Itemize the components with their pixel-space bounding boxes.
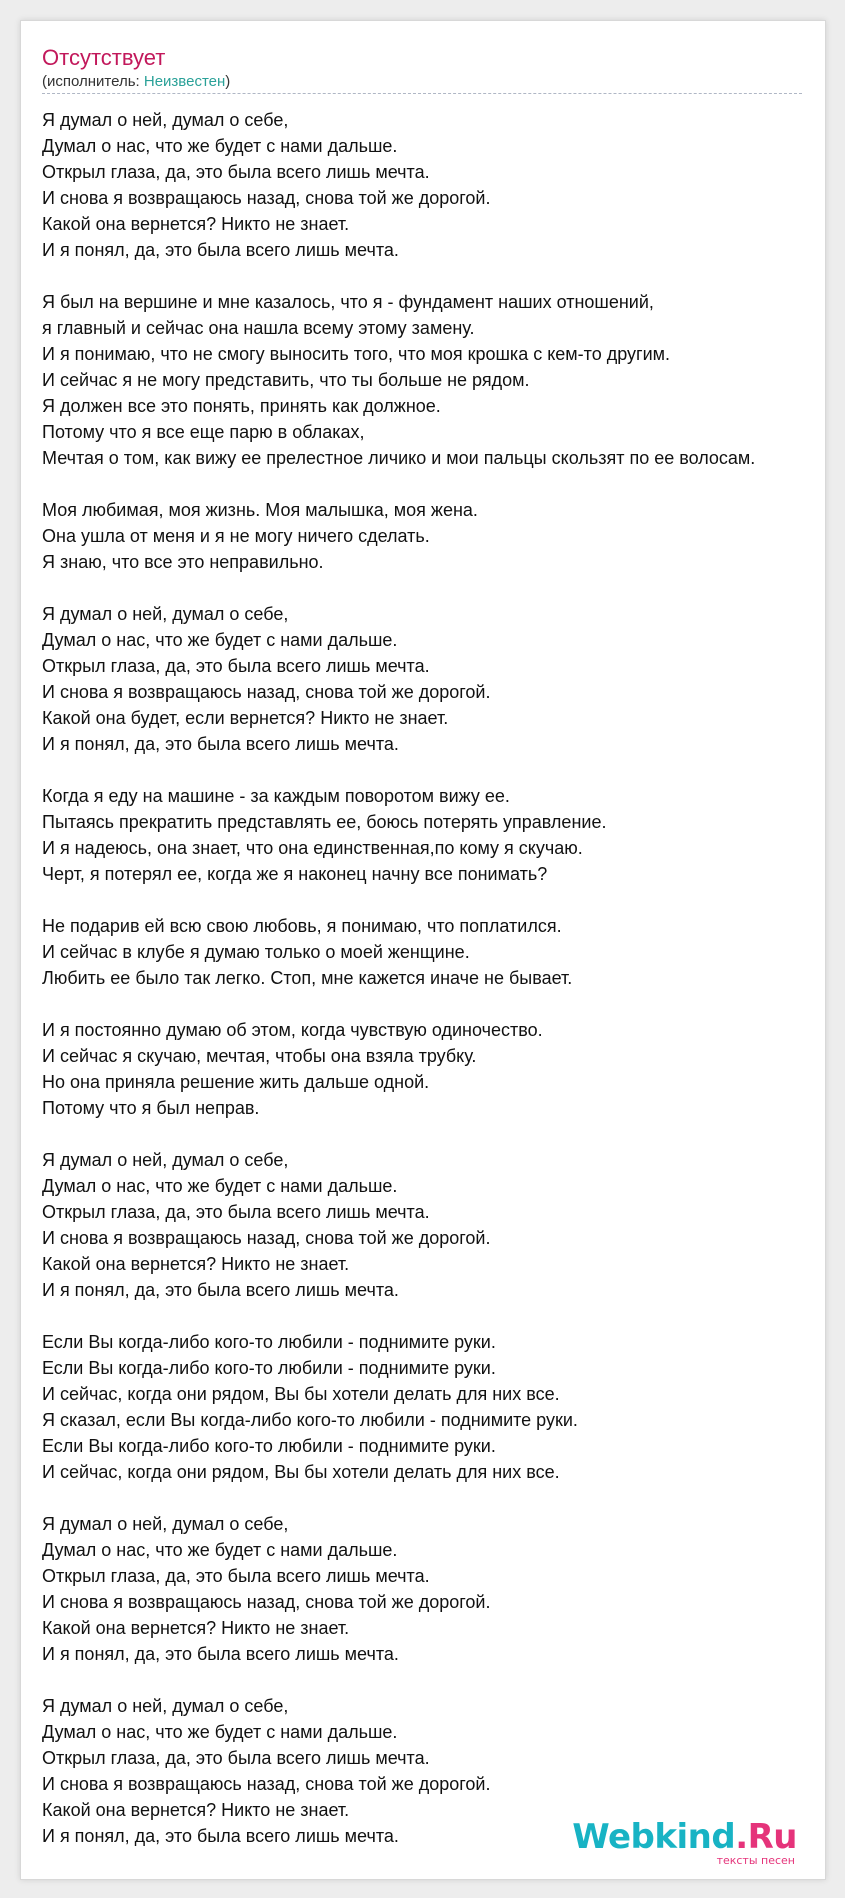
logo-tld: .Ru <box>735 1817 797 1857</box>
title-divider <box>42 93 802 94</box>
artist-link[interactable]: Неизвестен <box>143 73 226 90</box>
lyrics-text: Я думал о ней, думал о себе, Думал о нас, что же будет с нами дальше. Открыл глаза, да, это была всего лишь мечта. И снова я возвращаюсь назад, снова той же дорогой. Какой она вернется? Никто не знает. И я понял, да, это была всего лишь мечта. Я был на вершине и мне казалось, что я - фундамент наших отношений, я главный и сейчас она нашла всему этому замену. И я понимаю, что не смогу выносить того, что моя крошка с кем-то другим. И сейчас я не могу представить, что ты больше не рядом. Я должен все это понять, принять как должное. Потому что я все еще парю в облаках, Мечтая о том, как вижу ее прелестное личико и мои пальцы скользят по ее волосам. Моя любимая, моя жизнь. Моя малышка, моя жена. Она ушла от меня и я не могу ничего сделать. Я знаю, что все это неправильно. Я думал о ней, думал о себе, Думал о нас, что же будет с нами дальше. Открыл глаза, да, это была всего лишь мечта. И снова я возвращаюсь назад, снова той же дорогой. Какой она будет, если вернется? Никто не знает. И я понял, да, это была всего лишь мечта. Когда я еду на машине - за каждым поворотом вижу ее. Пытаясь прекратить представлять ее, боюсь потерять управление. И я надеюсь, она знает, что она единственная,по кому я скучаю. Черт, я потерял ее, когда же я наконец начну все понимать? Не подарив ей всю свою любовь, я понимаю, что поплатился. И сейчас в клубе я думаю только о моей женщине. Любить ее было так легко. Стоп, мне кажется иначе не бывает. И я постоянно думаю об этом, когда чувствую одиночество. И сейчас я скучаю, мечтая, чтобы она взяла трубку. Но она приняла решение жить дальше одной. Потому что я был неправ. Я думал о ней, думал о себе, Думал о нас, что же будет с нами дальше. Открыл глаза, да, это была всего лишь мечта. И снова я возвращаюсь назад, снова той же дорогой. Какой она вернется? Никто не знает. И я понял, да, это была всего лишь мечта. Если Вы когда-либо кого-то любили - поднимите руки. Если Вы когда-либо кого-то любили - поднимите руки. И сейчас, когда они рядом, Вы бы хотели делать для них все. Я сказал, если Вы когда-либо кого-то любили - поднимите руки. Если Вы когда-либо кого-то любили - поднимите руки. И сейчас, когда они рядом, Вы бы хотели делать для них все. Я думал о ней, думал о себе, Думал о нас, что же будет с нами дальше. Открыл глаза, да, это была всего лишь мечта. И снова я возвращаюсь назад, снова той же дорогой. Какой она вернется? Никто не знает. И я понял, да, это была всего лишь мечта. Я думал о ней, думал о себе, Думал о нас, что же будет с нами дальше. Открыл глаза, да, это была всего лишь мечта. И снова я возвращаюсь назад, снова той же дорогой. Какой она вернется? Никто не знает. И я понял, да, это была всего лишь мечта. <box>42 110 756 1846</box>
webkind-logo[interactable] <box>572 1819 797 1867</box>
artist-suffix: ) <box>225 73 231 90</box>
song-title: Отсутствует <box>42 45 166 70</box>
logo-wordmark <box>572 1819 797 1855</box>
artist-line <box>42 73 230 91</box>
logo-word: Webkind <box>572 1817 736 1857</box>
lyrics-card <box>20 20 826 1880</box>
artist-prefix: (исполнитель: <box>42 73 144 90</box>
logo-tagline: тексты песен <box>716 1854 795 1867</box>
